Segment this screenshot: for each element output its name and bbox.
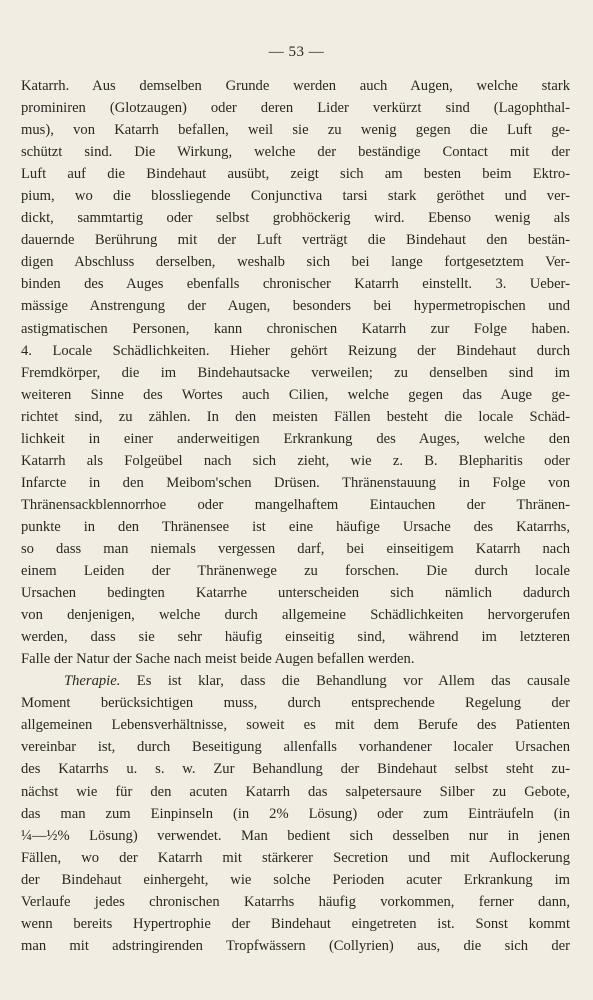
text-line: des Katarrhs u. s. w. Zur Behandlung der Bindehaut selbst steht zu-	[21, 761, 570, 778]
text-line: von denjenigen, welche durch allgemeine Schädlichkeiten hervorgerufen	[21, 607, 570, 624]
text-line: Katarrh als Folgeübel nach sich zieht, wie z. B. Blepharitis oder	[21, 452, 570, 469]
text-line: Katarrh. Aus demselben Grunde werden auch Augen, welche stark	[21, 78, 570, 94]
therapy-heading: Therapie.	[64, 673, 121, 690]
text-line: nächst wie für den acuten Katarrh das salpetersaure Silber zu Gebote,	[21, 783, 570, 800]
text-line: Verlaufe jedes chronischen Katarrhs häufig vorkommen, ferner dann,	[21, 893, 570, 910]
therapy-paragraph-first-line	[21, 670, 570, 692]
text-line: man mit adstringirenden Tropfwässern (Collyrien) aus, die sich der	[21, 937, 570, 954]
text-line: mus), von Katarrh befallen, weil sie zu wenig gegen die Luft ge-	[21, 122, 570, 139]
text-line: einem Leiden der Thränenwege zu forschen. Die durch locale	[21, 563, 570, 580]
text-line: das man zum Einpinseln (in 2% Lösung) oder zum Einträufeln (in	[21, 805, 570, 822]
text-line: der Bindehaut einhergeht, wie solche Perioden acuter Erkrankung im	[21, 871, 570, 888]
text-line: Fremdkörper, die im Bindehautsacke verweilen; zu denselben sind im	[21, 364, 570, 381]
text-line: schützt sind. Die Wirkung, welche der beständige Contact mit der	[21, 144, 570, 161]
page-number: — 53 —	[268, 44, 325, 60]
text-line: prominiren (Glotzaugen) oder deren Lider verkürzt sind (Lagophthal-	[21, 100, 570, 117]
text-line: lichkeit in einer anderweitigen Erkrankung des Auges, welche den	[21, 430, 570, 447]
text-line: digen Abschluss derselben, weshalb sich bei lange fortgesetztem Ver-	[21, 254, 570, 271]
text-line: wenn bereits Hypertrophie der Bindehaut eingetreten ist. Sonst kommt	[21, 915, 570, 932]
text-line: Falle der Natur der Sache nach meist beide Augen befallen werden.	[21, 651, 415, 668]
text-line: werden, dass sie sehr häufig einseitig sind, während im letzteren	[21, 629, 570, 646]
body-text	[21, 75, 570, 957]
text-line: Ursachen bedingten Katarrhe unterscheiden sich nämlich dadurch	[21, 585, 570, 602]
text-line: punkte in den Thränensee ist eine häufige Ursache des Katarrhs,	[21, 518, 570, 535]
text-line: weiteren Sinne des Wortes auch Cilien, welche gegen das Auge ge-	[21, 386, 570, 403]
text-line: mässige Anstrengung der Augen, besonders bei hypermetropischen und	[21, 298, 570, 315]
text-line: dickt, sammtartig oder selbst grobhöckerig wird. Ebenso wenig als	[21, 210, 570, 227]
text-line: Thränensackblennorrhoe oder mangelhaftem Eintauchen der Thränen-	[21, 496, 570, 513]
text-line: binden des Auges ebenfalls chronischer Katarrh einstellt. 3. Ueber-	[21, 276, 570, 293]
text-line: Infarcte in den Meibom'schen Drüsen. Thränenstauung in Folge von	[21, 474, 570, 491]
text-line: vereinbar ist, durch Beseitigung allenfalls vorhandener localer Ursachen	[21, 739, 570, 756]
text-line: astigmatischen Personen, kann chronischen Katarrh zur Folge haben.	[21, 320, 570, 337]
text-line: ¼—½% Lösung) verwendet. Man bedient sich desselben nur in jenen	[21, 827, 570, 844]
text-line: dauernde Berührung mit der Luft verträgt die Bindehaut den bestän-	[21, 232, 570, 249]
text-line: Moment berücksichtigen muss, durch entsprechende Regelung der	[21, 695, 570, 712]
text-line: so dass man niemals vergessen darf, bei einseitigem Katarrh nach	[21, 540, 570, 557]
text-line: Luft auf die Bindehaut ausübt, zeigt sich am besten beim Ektro-	[21, 166, 570, 183]
text-line: 4. Locale Schädlichkeiten. Hieher gehört Reizung der Bindehaut durch	[21, 342, 570, 359]
therapy-first-line-text: Es ist klar, dass die Behandlung vor Allem das causale	[120, 673, 570, 690]
text-line: allgemeinen Lebensverhältnisse, soweit es mit dem Berufe des Patienten	[21, 717, 570, 734]
text-line: richtet sind, zu zählen. In den meisten Fällen besteht die locale Schäd-	[21, 408, 570, 425]
text-line: Fällen, wo der Katarrh mit stärkerer Secretion und mit Auflockerung	[21, 849, 570, 866]
text-line: pium, wo die blossliegende Conjunctiva tarsi stark geröthet und ver-	[21, 188, 570, 205]
